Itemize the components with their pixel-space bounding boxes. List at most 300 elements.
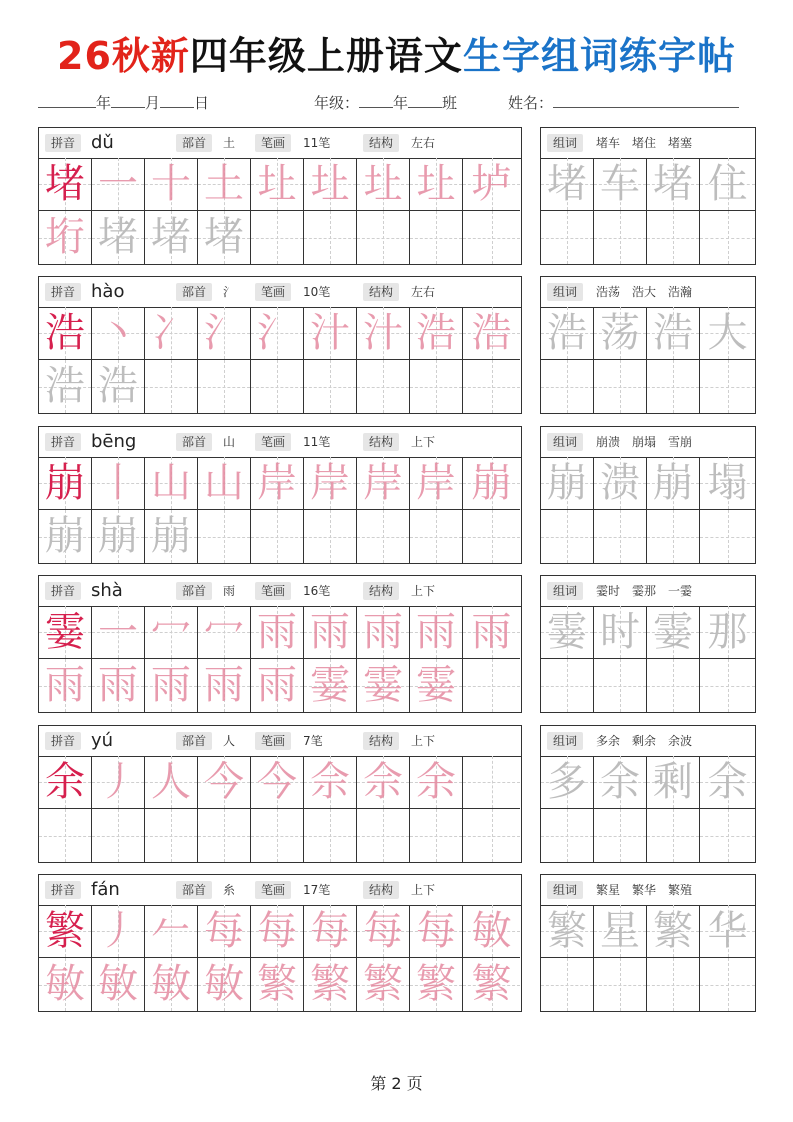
grid-cell[interactable] [647,158,700,211]
grid-cell[interactable] [304,659,357,712]
stroke-step: 垆 [471,161,512,207]
grid-cell[interactable] [541,606,594,659]
stroke-step: 汁 [310,310,350,356]
grid-cell[interactable] [198,510,251,563]
char-info-header [39,576,521,607]
word-char: 繁 [547,908,587,954]
stroke-step: 山 [151,460,191,506]
trace-char: 崩 [98,513,138,559]
radical-value: 人 [223,734,236,748]
grid-cell[interactable] [541,307,594,360]
grid-cell[interactable] [304,809,357,862]
model-char: 余 [45,759,85,805]
grid-cell[interactable] [145,659,198,712]
grid-cell[interactable] [647,659,700,712]
strokes-value: 17笔 [303,883,331,897]
strokes-tag: 笔画 [255,582,291,600]
radical-tag: 部首 [176,134,212,152]
radical-value: 糸 [223,883,236,897]
stroke-step: 冫 [151,310,191,356]
stroke-step: 雨 [204,662,244,708]
grid-cell[interactable] [463,958,520,1011]
stroke-step: 繁 [310,961,350,1007]
grid-cell[interactable] [647,211,700,264]
grid-cell[interactable] [92,360,145,413]
grid-cell[interactable] [541,158,594,211]
stroke-step: 敏 [98,961,138,1007]
grid-cell[interactable] [410,211,463,264]
trace-char: 堵 [204,214,244,260]
words-tag: 组词 [547,134,583,152]
words-header [541,427,755,458]
grid-cell[interactable] [251,158,304,211]
word-practice-box [540,127,756,265]
structure-tag: 结构 [363,283,399,301]
grid-cell[interactable] [304,606,357,659]
grid-cell[interactable] [647,307,700,360]
stroke-step: 冖 [204,609,244,655]
grid-cell[interactable] [39,606,92,659]
radical-value: 山 [223,435,236,449]
grid-cell[interactable] [463,360,520,413]
grid-cell[interactable] [463,756,520,809]
practice-unit [38,725,756,863]
grid-cell[interactable] [357,905,410,958]
grid-cell[interactable] [410,905,463,958]
grid-cell[interactable] [251,659,304,712]
stroke-step: 岸 [257,460,297,506]
stroke-step: 岸 [363,460,403,506]
stroke-step: 霎 [416,662,456,708]
grid-cell[interactable] [251,360,304,413]
grid-cell[interactable] [304,360,357,413]
stroke-step: 雨 [310,609,350,655]
words-header [541,726,755,757]
grid-cell[interactable] [198,606,251,659]
grid-cell[interactable] [410,457,463,510]
grid-cell[interactable] [700,659,755,712]
grid-cell[interactable] [39,457,92,510]
structure-tag: 结构 [363,134,399,152]
grid-cell[interactable] [647,756,700,809]
char-practice-box [38,276,522,414]
grid-cell[interactable] [357,457,410,510]
practice-unit [38,426,756,564]
grid-cell[interactable] [357,360,410,413]
grid-cell[interactable] [92,307,145,360]
words-value: 多余 剩余 余波 [596,734,693,748]
grid-cell[interactable] [251,905,304,958]
grid-cell[interactable] [304,158,357,211]
stroke-step: 佘 [363,759,403,805]
grid-cell[interactable] [594,809,647,862]
stroke-step: 雨 [416,609,456,655]
grid-cell[interactable] [594,659,647,712]
grid-cell[interactable] [357,158,410,211]
grid-cell[interactable] [198,457,251,510]
grid-cell[interactable] [304,905,357,958]
grid-cell[interactable] [357,211,410,264]
radical-tag: 部首 [176,881,212,899]
grid-cell[interactable] [251,756,304,809]
grid-cell[interactable] [594,307,647,360]
grid-cell[interactable] [198,809,251,862]
grid-cell[interactable] [92,510,145,563]
grid-cell[interactable] [700,457,755,510]
grid-cell[interactable] [463,606,520,659]
grid-cell[interactable] [594,606,647,659]
grid-cell[interactable] [541,756,594,809]
practice-unit [38,276,756,414]
grid-cell[interactable] [700,958,755,1011]
strokes-tag: 笔画 [255,881,291,899]
grid-cell[interactable] [145,307,198,360]
words-value: 浩荡 浩大 浩瀚 [596,285,693,299]
char-practice-box [38,725,522,863]
grid-cell[interactable] [700,510,755,563]
stroke-step: 浩 [416,310,456,356]
grid-cell[interactable] [304,457,357,510]
grid-cell[interactable] [251,457,304,510]
word-char: 荡 [600,310,640,356]
grid-cell[interactable] [541,211,594,264]
grid-cell[interactable] [594,211,647,264]
words-value: 霎时 霎那 一霎 [596,584,693,598]
word-char: 星 [600,908,640,954]
grid-cell[interactable] [647,809,700,862]
stroke-step: 今 [204,759,244,805]
word-char: 住 [707,161,748,207]
title-red: 26秋新 [57,34,190,78]
grid-cell[interactable] [700,158,755,211]
date-field[interactable]: 年 月 日 [38,92,209,113]
grid-cell[interactable] [647,360,700,413]
grid-cell[interactable] [198,360,251,413]
grid-cell[interactable] [145,211,198,264]
grid-cell[interactable] [145,809,198,862]
word-char: 浩 [547,310,587,356]
grid-cell[interactable] [594,905,647,958]
strokes-tag: 笔画 [255,732,291,750]
grid-cell[interactable] [198,905,251,958]
pinyin-value: bēng [91,431,137,452]
grid-cell[interactable] [39,158,92,211]
grid-cell[interactable] [92,905,145,958]
grid-cell[interactable] [594,457,647,510]
grid-cell[interactable] [463,659,520,712]
pinyin-tag: 拼音 [45,433,81,451]
grid-cell[interactable] [357,659,410,712]
grid-cell[interactable] [304,958,357,1011]
grid-cell[interactable] [357,756,410,809]
words-tag: 组词 [547,881,583,899]
stroke-step: 丨 [98,460,138,506]
word-char: 溃 [600,460,640,506]
grid-cell[interactable] [541,659,594,712]
grid-cell[interactable] [251,211,304,264]
grid-cell[interactable] [145,510,198,563]
grid-cell[interactable] [145,606,198,659]
strokes-value: 11笔 [303,435,331,449]
radical-value: 氵 [223,285,236,299]
word-char: 霎 [547,609,587,655]
grid-cell[interactable] [594,510,647,563]
grid-cell[interactable] [357,510,410,563]
word-char: 余 [600,759,640,805]
info-line [38,92,756,114]
stroke-step: 岸 [310,460,350,506]
strokes-value: 10笔 [303,285,331,299]
stroke-step: 霎 [310,662,350,708]
grid-cell[interactable] [145,158,198,211]
stroke-step: 雨 [98,662,138,708]
grid-cell[interactable] [541,905,594,958]
grid-cell[interactable] [92,606,145,659]
stroke-step: 浩 [471,310,512,356]
word-char: 崩 [653,460,693,506]
grid-cell[interactable] [198,659,251,712]
radical-value: 土 [223,136,236,150]
grid-cell[interactable] [198,958,251,1011]
radical-tag: 部首 [176,582,212,600]
char-info-header [39,277,521,308]
model-char: 霎 [45,609,85,655]
grade-field[interactable]: 年级： 年 班 [314,94,458,112]
title-blue: 生字组词练字帖 [462,34,736,78]
trace-char: 堵 [151,214,191,260]
radical-tag: 部首 [176,283,212,301]
stroke-step: 圵 [257,161,297,207]
grid-cell[interactable] [700,211,755,264]
grid-cell[interactable] [463,510,520,563]
grid-cell[interactable] [92,158,145,211]
grid-cell[interactable] [198,211,251,264]
grid-cell[interactable] [92,457,145,510]
grid-cell[interactable] [304,307,357,360]
stroke-step: 繁 [363,961,403,1007]
stroke-step: 丿 [98,759,138,805]
grid-cell[interactable] [92,958,145,1011]
grid-cell[interactable] [700,360,755,413]
grid-cell[interactable] [594,158,647,211]
words-value: 繁星 繁华 繁殖 [596,883,693,897]
grid-cell[interactable] [357,606,410,659]
grid-cell[interactable] [198,158,251,211]
stroke-step: 雨 [151,662,191,708]
grid-cell[interactable] [39,958,92,1011]
stroke-step: 余 [416,759,456,805]
grid-cell[interactable] [92,756,145,809]
grid-cell[interactable] [39,809,92,862]
grid-cell[interactable] [463,809,520,862]
grid-cell[interactable] [39,211,92,264]
grid-cell[interactable] [594,756,647,809]
char-practice-box [38,575,522,713]
model-char: 繁 [45,908,85,954]
stroke-step: 每 [257,908,297,954]
grid-cell[interactable] [357,809,410,862]
stroke-step: 冖 [151,609,191,655]
word-char: 崩 [547,460,587,506]
stroke-step: 雨 [45,662,85,708]
grid-cell[interactable] [700,307,755,360]
grid-cell[interactable] [251,958,304,1011]
model-char: 崩 [45,460,85,506]
grid-cell[interactable] [541,510,594,563]
grid-cell[interactable] [700,606,755,659]
pinyin-tag: 拼音 [45,582,81,600]
strokes-tag: 笔画 [255,433,291,451]
page-number: 第 2 页 [370,1074,423,1093]
grid-cell[interactable] [647,958,700,1011]
grid-cell[interactable] [251,510,304,563]
grid-cell[interactable] [39,307,92,360]
grid-cell[interactable] [463,211,520,264]
trace-char: 堵 [98,214,138,260]
char-practice-box [38,426,522,564]
grid-cell[interactable] [39,659,92,712]
grid-cell[interactable] [463,307,520,360]
grid-cell[interactable] [541,360,594,413]
structure-tag: 结构 [363,582,399,600]
grid-cell[interactable] [541,457,594,510]
practice-unit [38,127,756,265]
strokes-value: 11笔 [303,136,331,150]
trace-char: 浩 [98,363,138,409]
grid-cell[interactable] [410,809,463,862]
grid-cell[interactable] [251,307,304,360]
grid-cell[interactable] [251,809,304,862]
word-char: 车 [600,161,640,207]
words-value: 堵车 堵住 堵塞 [596,136,693,150]
grid-cell[interactable] [39,510,92,563]
grid-cell[interactable] [463,905,520,958]
radical-value: 雨 [223,584,236,598]
grid-cell[interactable] [647,606,700,659]
grid-cell[interactable] [145,756,198,809]
stroke-step: 圵 [416,161,456,207]
stroke-step: 岸 [416,460,456,506]
page-title [0,30,793,82]
grid-cell[interactable] [92,211,145,264]
grid-cell[interactable] [39,360,92,413]
grid-cell[interactable] [251,606,304,659]
stroke-step: 圵 [310,161,350,207]
stroke-step: 雨 [257,662,297,708]
grid-cell[interactable] [145,905,198,958]
grid-cell[interactable] [145,457,198,510]
word-char: 多 [547,759,587,805]
stroke-step: 繁 [471,961,512,1007]
trace-char: 浩 [45,363,85,409]
pinyin-value: dǔ [91,132,114,153]
grid-cell[interactable] [410,659,463,712]
structure-value: 左右 [411,136,436,150]
words-header [541,875,755,906]
char-info-header [39,427,521,458]
practice-unit [38,575,756,713]
grid-cell[interactable] [594,360,647,413]
grid-cell[interactable] [92,659,145,712]
grid-cell[interactable] [541,809,594,862]
word-practice-box [540,575,756,713]
grid-cell[interactable] [647,905,700,958]
grid-cell[interactable] [304,510,357,563]
structure-value: 上下 [411,435,436,449]
grid-cell[interactable] [39,756,92,809]
title-black: 四年级上册语文 [189,34,463,78]
grid-cell[interactable] [92,809,145,862]
word-char: 塌 [707,460,748,506]
word-char: 霎 [653,609,693,655]
pinyin-tag: 拼音 [45,881,81,899]
stroke-step: 今 [257,759,297,805]
grid-cell[interactable] [145,360,198,413]
strokes-tag: 笔画 [255,283,291,301]
grid-cell[interactable] [647,510,700,563]
grid-cell[interactable] [410,606,463,659]
grid-cell[interactable] [700,756,755,809]
grid-cell[interactable] [463,158,520,211]
stroke-step: 氵 [204,310,244,356]
word-practice-box [540,725,756,863]
grid-cell[interactable] [410,307,463,360]
name-field[interactable]: 姓名： [508,92,739,113]
pinyin-tag: 拼音 [45,732,81,750]
grid-cell[interactable] [410,756,463,809]
structure-tag: 结构 [363,881,399,899]
grid-cell[interactable] [357,307,410,360]
stroke-step: 雨 [471,609,512,655]
grid-cell[interactable] [410,958,463,1011]
pinyin-tag: 拼音 [45,134,81,152]
stroke-step: 每 [204,908,244,954]
grid-cell[interactable] [145,958,198,1011]
grid-cell[interactable] [700,809,755,862]
grid-cell[interactable] [410,360,463,413]
grid-cell[interactable] [304,211,357,264]
grid-cell[interactable] [39,905,92,958]
stroke-step: 山 [204,460,244,506]
grid-cell[interactable] [410,158,463,211]
grid-cell[interactable] [304,756,357,809]
grid-cell[interactable] [410,510,463,563]
model-char: 堵 [45,161,85,207]
structure-tag: 结构 [363,433,399,451]
grid-cell[interactable] [594,958,647,1011]
grid-cell[interactable] [463,457,520,510]
grid-cell[interactable] [198,756,251,809]
stroke-step: 敏 [471,908,512,954]
char-info-header [39,128,521,159]
grid-cell[interactable] [541,958,594,1011]
grid-cell[interactable] [700,905,755,958]
words-tag: 组词 [547,582,583,600]
grid-cell[interactable] [357,958,410,1011]
trace-char: 崩 [45,513,85,559]
stroke-step: 繁 [257,961,297,1007]
stroke-step: 雨 [363,609,403,655]
grid-cell[interactable] [647,457,700,510]
stroke-step: 佘 [310,759,350,805]
word-practice-box [540,426,756,564]
words-tag: 组词 [547,283,583,301]
char-practice-box [38,874,522,1012]
stroke-step: 一 [98,161,138,207]
strokes-value: 7笔 [303,734,323,748]
stroke-step: 氵 [257,310,297,356]
grid-cell[interactable] [198,307,251,360]
